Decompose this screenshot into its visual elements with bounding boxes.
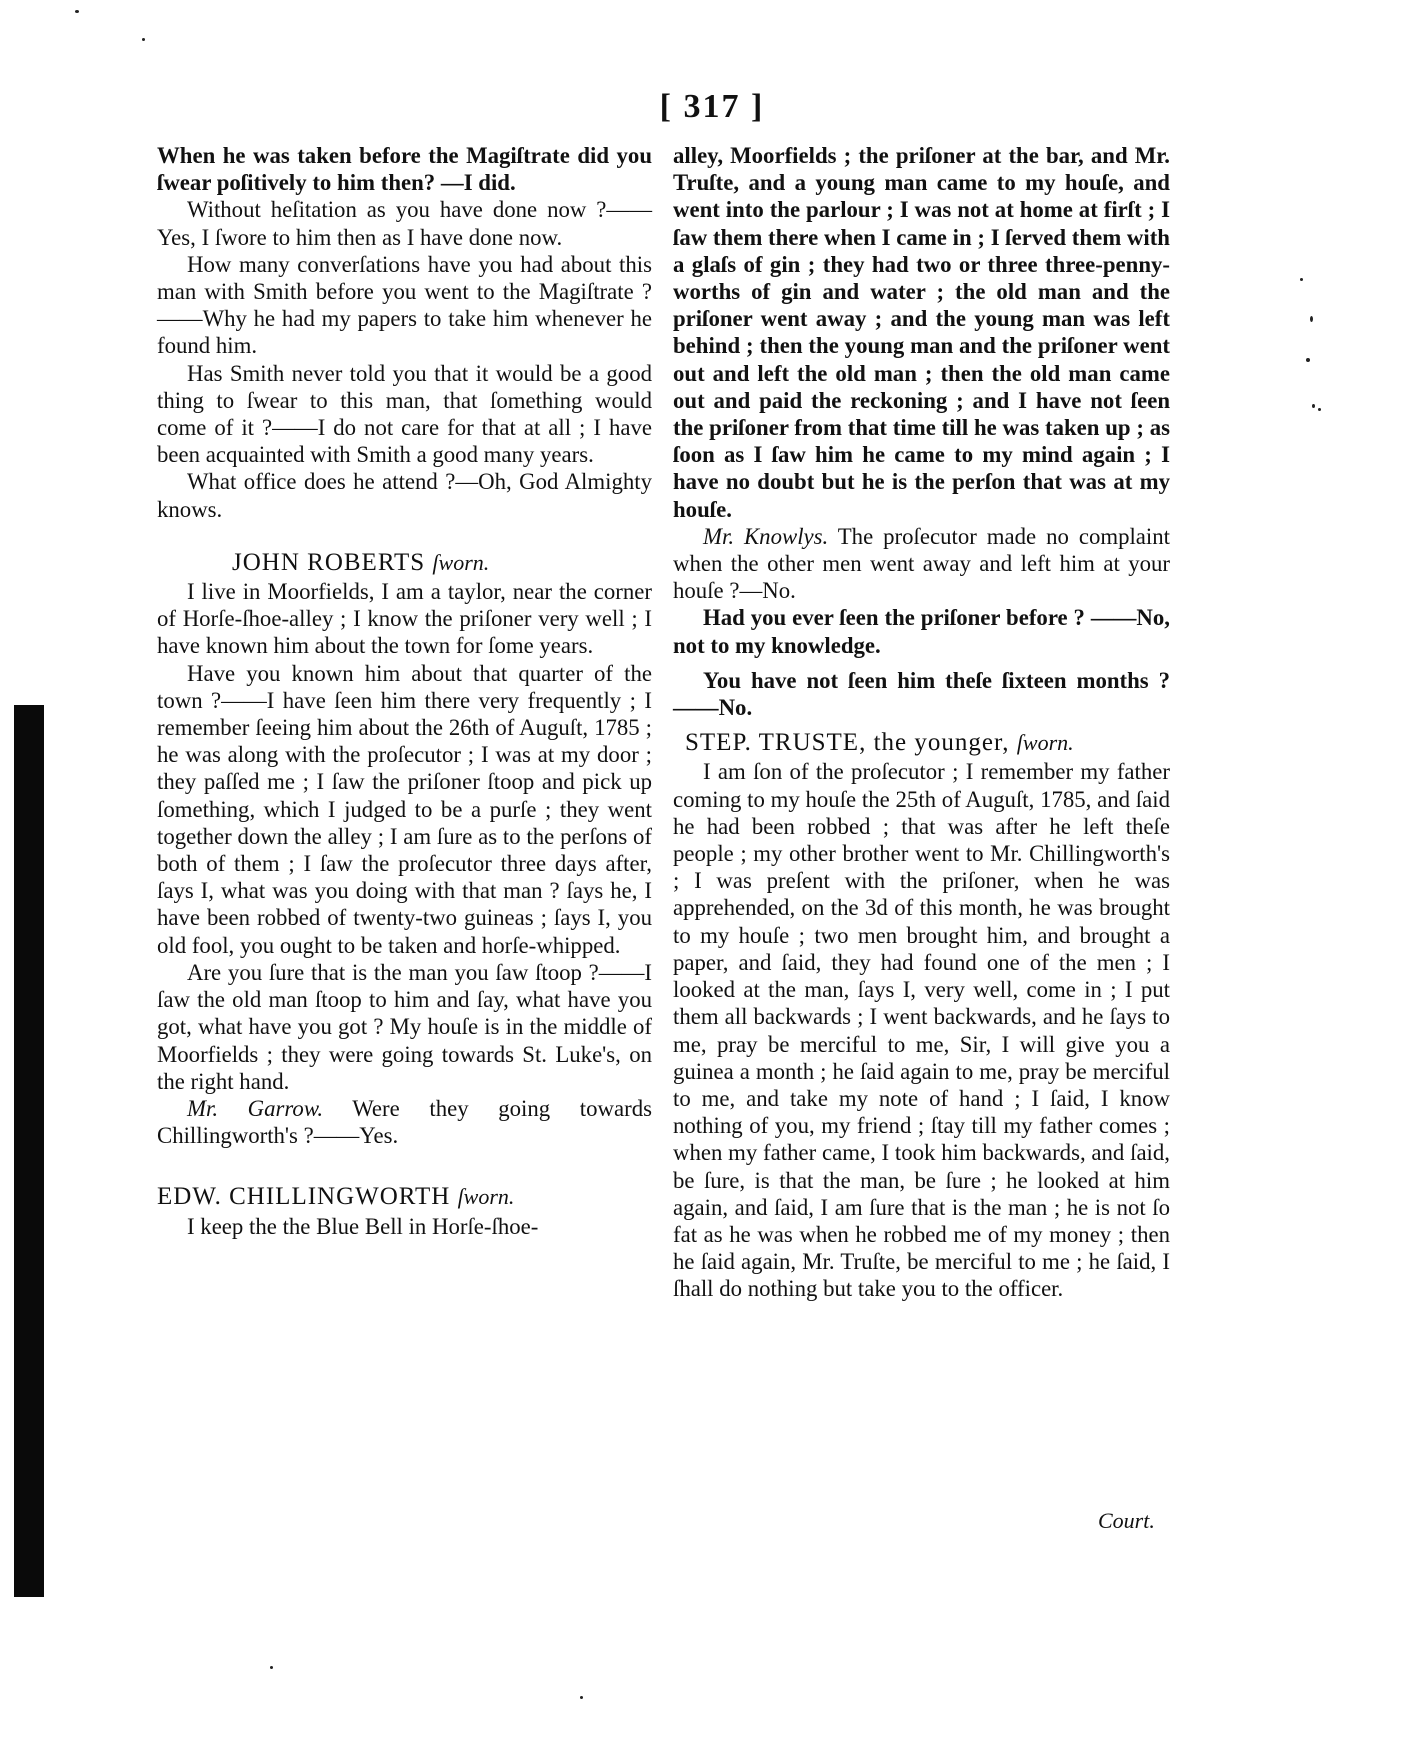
scan-speck — [75, 10, 79, 13]
paragraph-text: The proſecutor made no complaint when the other men went away and left him at your houſe ?—No. — [673, 523, 1170, 604]
scan-speck — [1318, 408, 1321, 411]
paragraph: I live in Moorfields, I am a taylor, near the corner of Horſe-ſhoe-alley ; I know the priſoner very well ; I have known him about the town for ſome years. — [157, 579, 652, 659]
catchword: Court. — [1098, 1508, 1155, 1533]
sworn-label: ſworn. — [1016, 730, 1074, 756]
right-column — [673, 142, 1170, 1303]
scan-speck — [1306, 358, 1310, 362]
witness-name: STEP. TRUSTE, the younger, — [685, 729, 1010, 757]
scan-speck — [1300, 278, 1303, 281]
paragraph — [157, 1095, 652, 1149]
left-column — [157, 142, 652, 1240]
scan-speck — [1310, 316, 1313, 322]
paragraph: Are you ſure that is the man you ſaw ſtoop ?——I ſaw the old man ſtoop to him and ſay, what have you got, what have you got ? My houſe is in the middle of Moorfields ; they were going towards St. Luke's, on the right hand. — [157, 959, 652, 1094]
paragraph: When he was taken before the Magiſtrate did you ſwear poſitively to him then? —I did. — [157, 143, 652, 196]
sworn-label: ſworn. — [457, 1184, 515, 1210]
paragraph: You have not ſeen him theſe ſixteen months ?——No. — [673, 667, 1170, 721]
paragraph: Without heſitation as you have done now ?——Yes, I ſwore to him then as I have done now. — [157, 197, 652, 250]
scan-edge-bar — [14, 705, 44, 1597]
witness-heading-truste — [673, 729, 1170, 756]
paragraph-text: Were they going towards Chillingworth's ?——Yes. — [157, 1095, 652, 1149]
paragraph: Has Smith never told you that it would be a good thing to ſwear to this man, that ſomething would come of it ?——I do not care for that at all ; I have been acquainted with Smith a good many years. — [157, 360, 652, 468]
paragraph: Had you ever ſeen the priſoner before ? ——No, not to my knowledge. — [673, 605, 1170, 658]
paragraph: I am ſon of the proſecutor ; I remember my father coming to my houſe the 25th of Auguſt, 1785, and ſaid he had been robbed ; that was after he left theſe people ; my other brother went to Mr. Chillingworth's ; I was preſent with the priſoner, when he was apprehended, on the 3d of this month, he was brought to my houſe ; two men brought him, and brought a paper, and ſaid, they had found one of the men ; I looked at the man, ſays I, very well, come in ; I put them all backwards ; I went backwards, and he ſays to me, pray be merciful to me, Sir, I will give you a guinea a month ; he ſaid again to me, pray be merciful to me, and take my note of hand ; I ſaid, I know nothing of you, my friend ; ſtay till my father comes ; when my father came, I took him backwards, and ſaid, be ſure, is that the man, be ſure ; he looked at him again, and ſaid, I am ſure that is the man ; he is not ſo fat as he was when he robbed me of my money ; then he ſaid again, Mr. Truſte, be merciful to me ; he ſaid, I ſhall do nothing but take you to the officer. — [673, 759, 1170, 1302]
scan-speck — [142, 38, 145, 41]
speaker-name: Mr. Knowlys. — [703, 523, 829, 549]
paragraph — [673, 523, 1170, 605]
speaker-name: Mr. Garrow. — [187, 1095, 324, 1121]
witness-name: EDW. CHILLINGWORTH — [157, 1183, 451, 1211]
paragraph: What office does he attend ?—Oh, God Almighty knows. — [157, 469, 652, 522]
sworn-label: ſworn. — [432, 549, 490, 575]
paragraph: How many converſations have you had about this man with Smith before you went to the Magiſtrate ?——Why he had my papers to take him whenever he found him. — [157, 251, 652, 359]
witness-name: JOHN ROBERTS — [232, 548, 426, 576]
paragraph: Have you known him about that quarter of the town ?——I have ſeen him there very frequently ; I remember ſeeing him about the 26th of Auguſt, 1785 ; he was along with the proſecutor ; I was at my door ; they paſſed me ; I ſaw the priſoner ſtoop and pick up ſomething, which I judged to be a purſe ; they went together down the alley ; I am ſure as to the perſons of both of them ; I ſaw the proſecutor three days after, ſays I, what was you doing with that man ? ſays he, I have been robbed of twenty-two guineas ; ſays I, you old fool, you ought to be taken and horſe-whipped. — [157, 660, 652, 958]
page-number: [ 317 ] — [659, 88, 765, 125]
scan-speck — [1312, 404, 1315, 408]
paragraph: alley, Moorfields ; the priſoner at the bar, and Mr. Truſte, and a young man came to my houſe, and went into the parlour ; I was not at home at firſt ; I ſaw them there when I came in ; I ſerved them with a glaſs of gin ; they had two or three three-penny-worths of gin and water ; the old man and the priſoner went away ; and the young man was left behind ; then the young man and the priſoner went out and left the old man ; then the old man came out and paid the reckoning ; and I have not ſeen the priſoner from that time till he was taken up ; as ſoon as I ſaw him he came to my mind again ; I have no doubt but he is the perſon that was at my houſe. — [673, 143, 1170, 522]
scan-speck — [580, 1696, 583, 1699]
witness-heading-chillingworth — [157, 1183, 652, 1210]
paragraph: I keep the the Blue Bell in Horſe-ſhoe- — [187, 1213, 539, 1239]
scan-speck — [270, 1666, 273, 1669]
witness-heading-roberts — [157, 549, 652, 576]
